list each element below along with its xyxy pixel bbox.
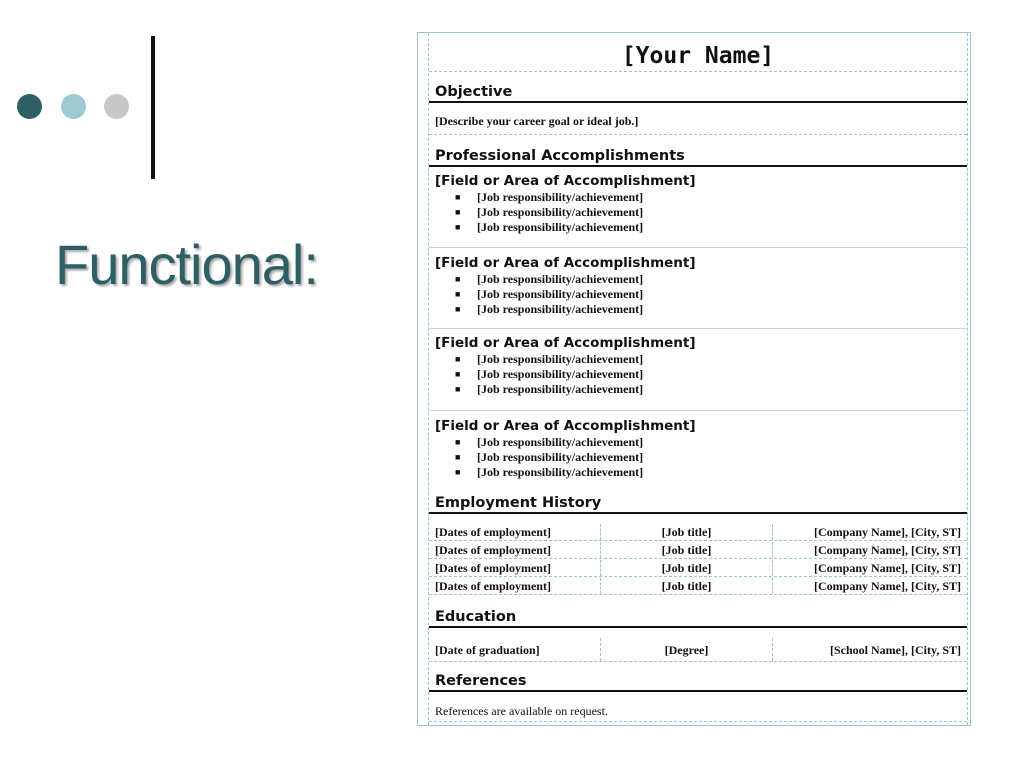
bullet-icon: ■ bbox=[455, 289, 461, 300]
employment-dates: [Dates of employment] bbox=[429, 524, 601, 540]
table-row bbox=[429, 560, 967, 577]
resume-body bbox=[428, 33, 968, 725]
employment-heading: Employment History bbox=[429, 493, 967, 514]
bullet-icon: ■ bbox=[455, 467, 461, 478]
decor-vertical-line bbox=[151, 36, 155, 179]
list-item: ■ [Job responsibility/achievement] bbox=[455, 352, 644, 366]
employment-dates: [Dates of employment] bbox=[429, 542, 601, 558]
employment-company: [Company Name], [City, ST] bbox=[814, 579, 961, 593]
table-row bbox=[429, 638, 967, 662]
accomplishment-field: [Field or Area of Accomplishment] bbox=[435, 418, 696, 434]
education-heading: Education bbox=[429, 607, 967, 628]
objective-text: [Describe your career goal or ideal job.] bbox=[429, 114, 967, 135]
table-row bbox=[429, 542, 967, 559]
bullet-icon: ■ bbox=[455, 192, 461, 202]
employment-title: [Job title] bbox=[601, 524, 773, 540]
table-row bbox=[429, 578, 967, 595]
bullet-icon: ■ bbox=[455, 354, 461, 364]
employment-company: [Company Name], [City, ST] bbox=[814, 561, 961, 575]
education-degree: [Degree] bbox=[601, 638, 773, 661]
employment-dates: [Dates of employment] bbox=[429, 560, 601, 576]
list-item: ■ [Job responsibility/achievement] bbox=[455, 302, 644, 317]
list-item: ■ [Job responsibility/achievement] bbox=[455, 205, 644, 220]
list-item: ■ [Job responsibility/achievement] bbox=[455, 287, 644, 302]
bullet-icon: ■ bbox=[455, 222, 461, 233]
list-item: ■ [Job responsibility/achievement] bbox=[455, 272, 644, 286]
accomplishment-field: [Field or Area of Accomplishment] bbox=[435, 335, 696, 351]
accomplishment-block-3 bbox=[429, 328, 967, 408]
employment-company: [Company Name], [City, ST] bbox=[814, 525, 961, 539]
list-item: ■ [Job responsibility/achievement] bbox=[455, 450, 644, 465]
decor-dot-gray bbox=[104, 94, 129, 119]
bullet-icon: ■ bbox=[455, 304, 461, 315]
bullet-icon: ■ bbox=[455, 437, 461, 447]
education-school: [School Name], [City, ST] bbox=[830, 643, 961, 657]
list-item: ■ [Job responsibility/achievement] bbox=[455, 435, 644, 449]
accomplishment-field: [Field or Area of Accomplishment] bbox=[435, 173, 696, 189]
bullet-icon: ■ bbox=[455, 369, 461, 380]
bullet-icon: ■ bbox=[455, 452, 461, 463]
references-text: References are available on request. bbox=[429, 704, 967, 722]
accomplishment-field: [Field or Area of Accomplishment] bbox=[435, 255, 696, 271]
bullet-icon: ■ bbox=[455, 207, 461, 218]
education-date: [Date of graduation] bbox=[429, 638, 601, 661]
table-row bbox=[429, 524, 967, 541]
accomplishment-block-4 bbox=[429, 410, 967, 486]
resume-document bbox=[417, 32, 971, 726]
employment-title: [Job title] bbox=[601, 578, 773, 594]
bullet-icon: ■ bbox=[455, 274, 461, 284]
accomplishment-block-2 bbox=[429, 247, 967, 327]
list-item: ■ [Job responsibility/achievement] bbox=[455, 367, 644, 382]
list-item: ■ [Job responsibility/achievement] bbox=[455, 465, 644, 480]
accomplishments-heading: Professional Accomplishments bbox=[429, 146, 967, 167]
employment-dates: [Dates of employment] bbox=[429, 578, 601, 594]
bullet-icon: ■ bbox=[455, 384, 461, 395]
accomplishment-block-1 bbox=[429, 173, 967, 241]
employment-title: [Job title] bbox=[601, 560, 773, 576]
list-item: ■ [Job responsibility/achievement] bbox=[455, 190, 644, 204]
slide-title: Functional: bbox=[55, 233, 318, 296]
list-item: ■ [Job responsibility/achievement] bbox=[455, 220, 644, 235]
decor-dot-dark bbox=[17, 94, 42, 119]
employment-title: [Job title] bbox=[601, 542, 773, 558]
objective-heading: Objective bbox=[429, 82, 967, 103]
decor-dot-light bbox=[61, 94, 86, 119]
employment-company: [Company Name], [City, ST] bbox=[814, 543, 961, 557]
resume-name: [Your Name] bbox=[429, 33, 967, 72]
list-item: ■ [Job responsibility/achievement] bbox=[455, 382, 644, 397]
references-heading: References bbox=[429, 671, 967, 692]
